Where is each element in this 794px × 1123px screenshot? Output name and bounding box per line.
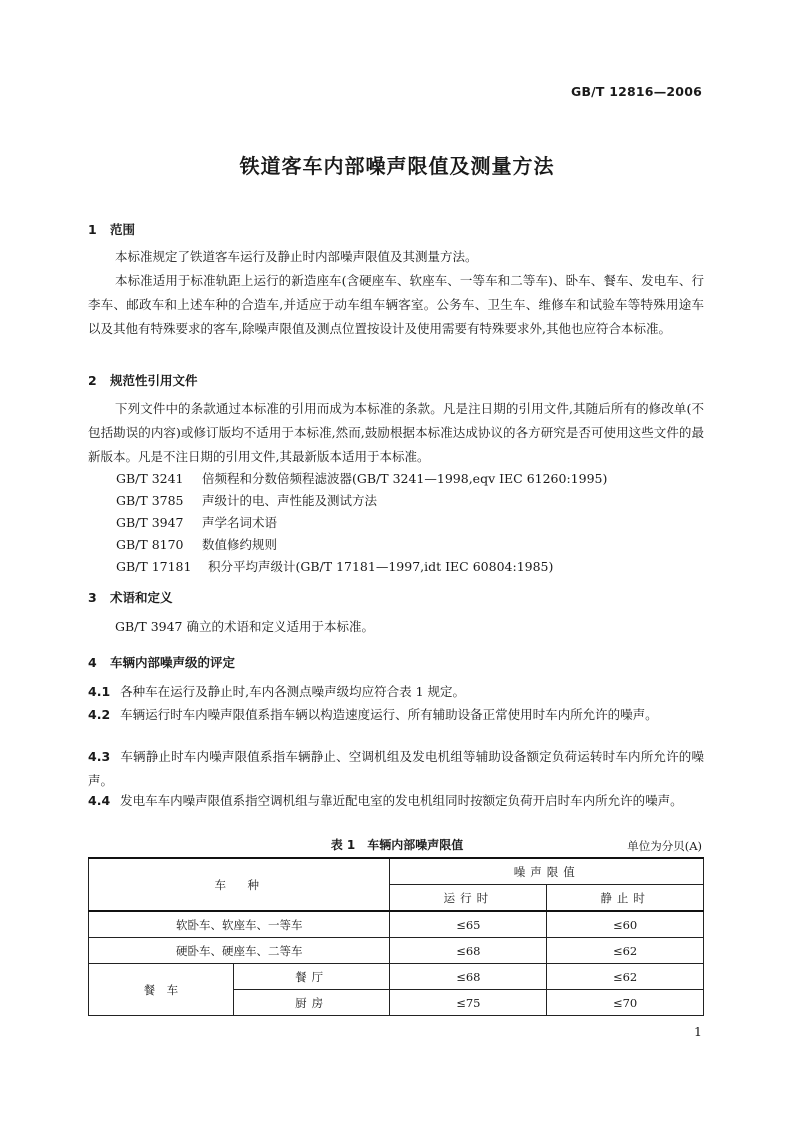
table-row: [89, 964, 704, 990]
section-2-heading: [88, 371, 198, 389]
clause-4-3: [88, 745, 704, 793]
clause-number: 4.1: [88, 684, 111, 699]
clause-number: 4.2: [88, 707, 111, 722]
reference-item: [116, 513, 277, 531]
section-3-paragraph: GB/T 3947 确立的术语和定义适用于本标准。: [115, 619, 374, 634]
sub-type-cell: 餐厅: [233, 964, 390, 990]
section-number: 3: [88, 590, 97, 605]
reference-title: 声级计的电、声性能及测试方法: [202, 493, 378, 508]
running-limit-cell: ≤68: [390, 938, 547, 964]
reference-item: [116, 491, 377, 509]
reference-code: GB/T 3241: [116, 471, 184, 486]
noise-limit-table: [88, 857, 704, 1016]
table-row: [89, 911, 704, 938]
clause-4-4: [88, 789, 704, 813]
clause-number: 4.4: [88, 793, 111, 808]
section-4-heading: [88, 653, 235, 671]
running-limit-cell: ≤68: [390, 964, 547, 990]
clause-4-1: [88, 680, 704, 704]
section-title: 规范性引用文件: [110, 373, 198, 388]
section-3-heading: [88, 588, 173, 606]
section-title: 车辆内部噪声级的评定: [110, 655, 236, 670]
car-type-cell: 硬卧车、硬座车、二等车: [89, 938, 390, 964]
section-number: 2: [88, 373, 97, 388]
section-title: 术语和定义: [110, 590, 173, 605]
clause-text: 车辆静止时车内噪声限值系指车辆静止、空调机组及发电机组等辅助设备额定负荷运转时车内所允许的噪声。: [88, 749, 704, 789]
clause-text: 车辆运行时车内噪声限值系指车辆以构造速度运行、所有辅助设备正常使用时车内所允许的噪声。: [120, 707, 658, 722]
reference-title: 数值修约规则: [202, 537, 278, 552]
section-1-heading: [88, 220, 135, 238]
reference-code: GB/T 8170: [116, 537, 184, 552]
running-limit-cell: ≤75: [390, 990, 547, 1016]
section-2-intro: 下列文件中的条款通过本标准的引用而成为本标准的条款。凡是注日期的引用文件,其随后所有的修改单(不包括勘误的内容)或修订版均不适用于本标准,然而,鼓励根据本标准达成协议的各方研究是否可使用这些文件的最新版本。凡是不注日期的引用文件,其最新版本适用于本标准。: [88, 401, 704, 465]
clause-4-2: [88, 703, 704, 727]
clause-text: 各种车在运行及静止时,车内各测点噪声级均应符合表 1 规定。: [120, 684, 466, 699]
reference-code: GB/T 3785: [116, 493, 184, 508]
sub-type-cell: 厨房: [233, 990, 390, 1016]
stationary-limit-cell: ≤70: [547, 990, 704, 1016]
section-1-paragraph-1: 本标准规定了铁道客车运行及静止时内部噪声限值及其测量方法。: [115, 249, 478, 264]
reference-title: 声学名词术语: [202, 515, 278, 530]
running-limit-cell: ≤65: [390, 911, 547, 938]
table-header-row: [89, 858, 704, 885]
reference-code: GB/T 3947: [116, 515, 184, 530]
standard-number: GB/T 12816—2006: [570, 84, 702, 99]
header-stationary: 静止时: [547, 885, 704, 912]
section-number: 1: [88, 222, 97, 237]
clause-text: 发电车车内噪声限值系指空调机组与靠近配电室的发电机组同时按额定负荷开启时车内所允许的噪声。: [120, 793, 683, 808]
table-row: [89, 938, 704, 964]
dining-car-cell: 餐 车: [89, 964, 234, 1016]
table-unit: 单位为分贝(A): [627, 839, 702, 853]
stationary-limit-cell: ≤62: [547, 938, 704, 964]
document-title: 铁道客车内部噪声限值及测量方法: [239, 154, 555, 178]
section-number: 4: [88, 655, 97, 670]
header-car-type: 车 种: [89, 858, 390, 911]
car-type-cell: 软卧车、软座车、一等车: [89, 911, 390, 938]
reference-item: [116, 557, 553, 575]
reference-title: 倍频程和分数倍频程滤波器(GB/T 3241—1998,eqv IEC 61260:1995): [202, 471, 608, 486]
header-running: 运行时: [390, 885, 547, 912]
header-noise-limit: 噪声限值: [390, 858, 704, 885]
table-caption: 表 1 车辆内部噪声限值: [330, 838, 464, 852]
page-number: 1: [694, 1024, 702, 1039]
reference-item: [116, 469, 607, 487]
section-title: 范围: [110, 222, 136, 237]
clause-number: 4.3: [88, 749, 111, 764]
reference-code: GB/T 17181: [116, 559, 192, 574]
section-1-paragraph-2: 本标准适用于标准轨距上运行的新造座车(含硬座车、软座车、一等车和二等车)、卧车、餐车、发电车、行李车、邮政车和上述车种的合造车,并适应于动车组车辆客室。公务车、卫生车、维修车和试验车等特殊用途车以及其他有特殊要求的客车,除噪声限值及测点位置按设计及使用需要有特殊要求外,其他也应符合本标准。: [88, 273, 704, 337]
reference-title: 积分平均声级计(GB/T 17181—1997,idt IEC 60804:1985): [208, 559, 554, 574]
stationary-limit-cell: ≤60: [547, 911, 704, 938]
stationary-limit-cell: ≤62: [547, 964, 704, 990]
reference-item: [116, 535, 277, 553]
